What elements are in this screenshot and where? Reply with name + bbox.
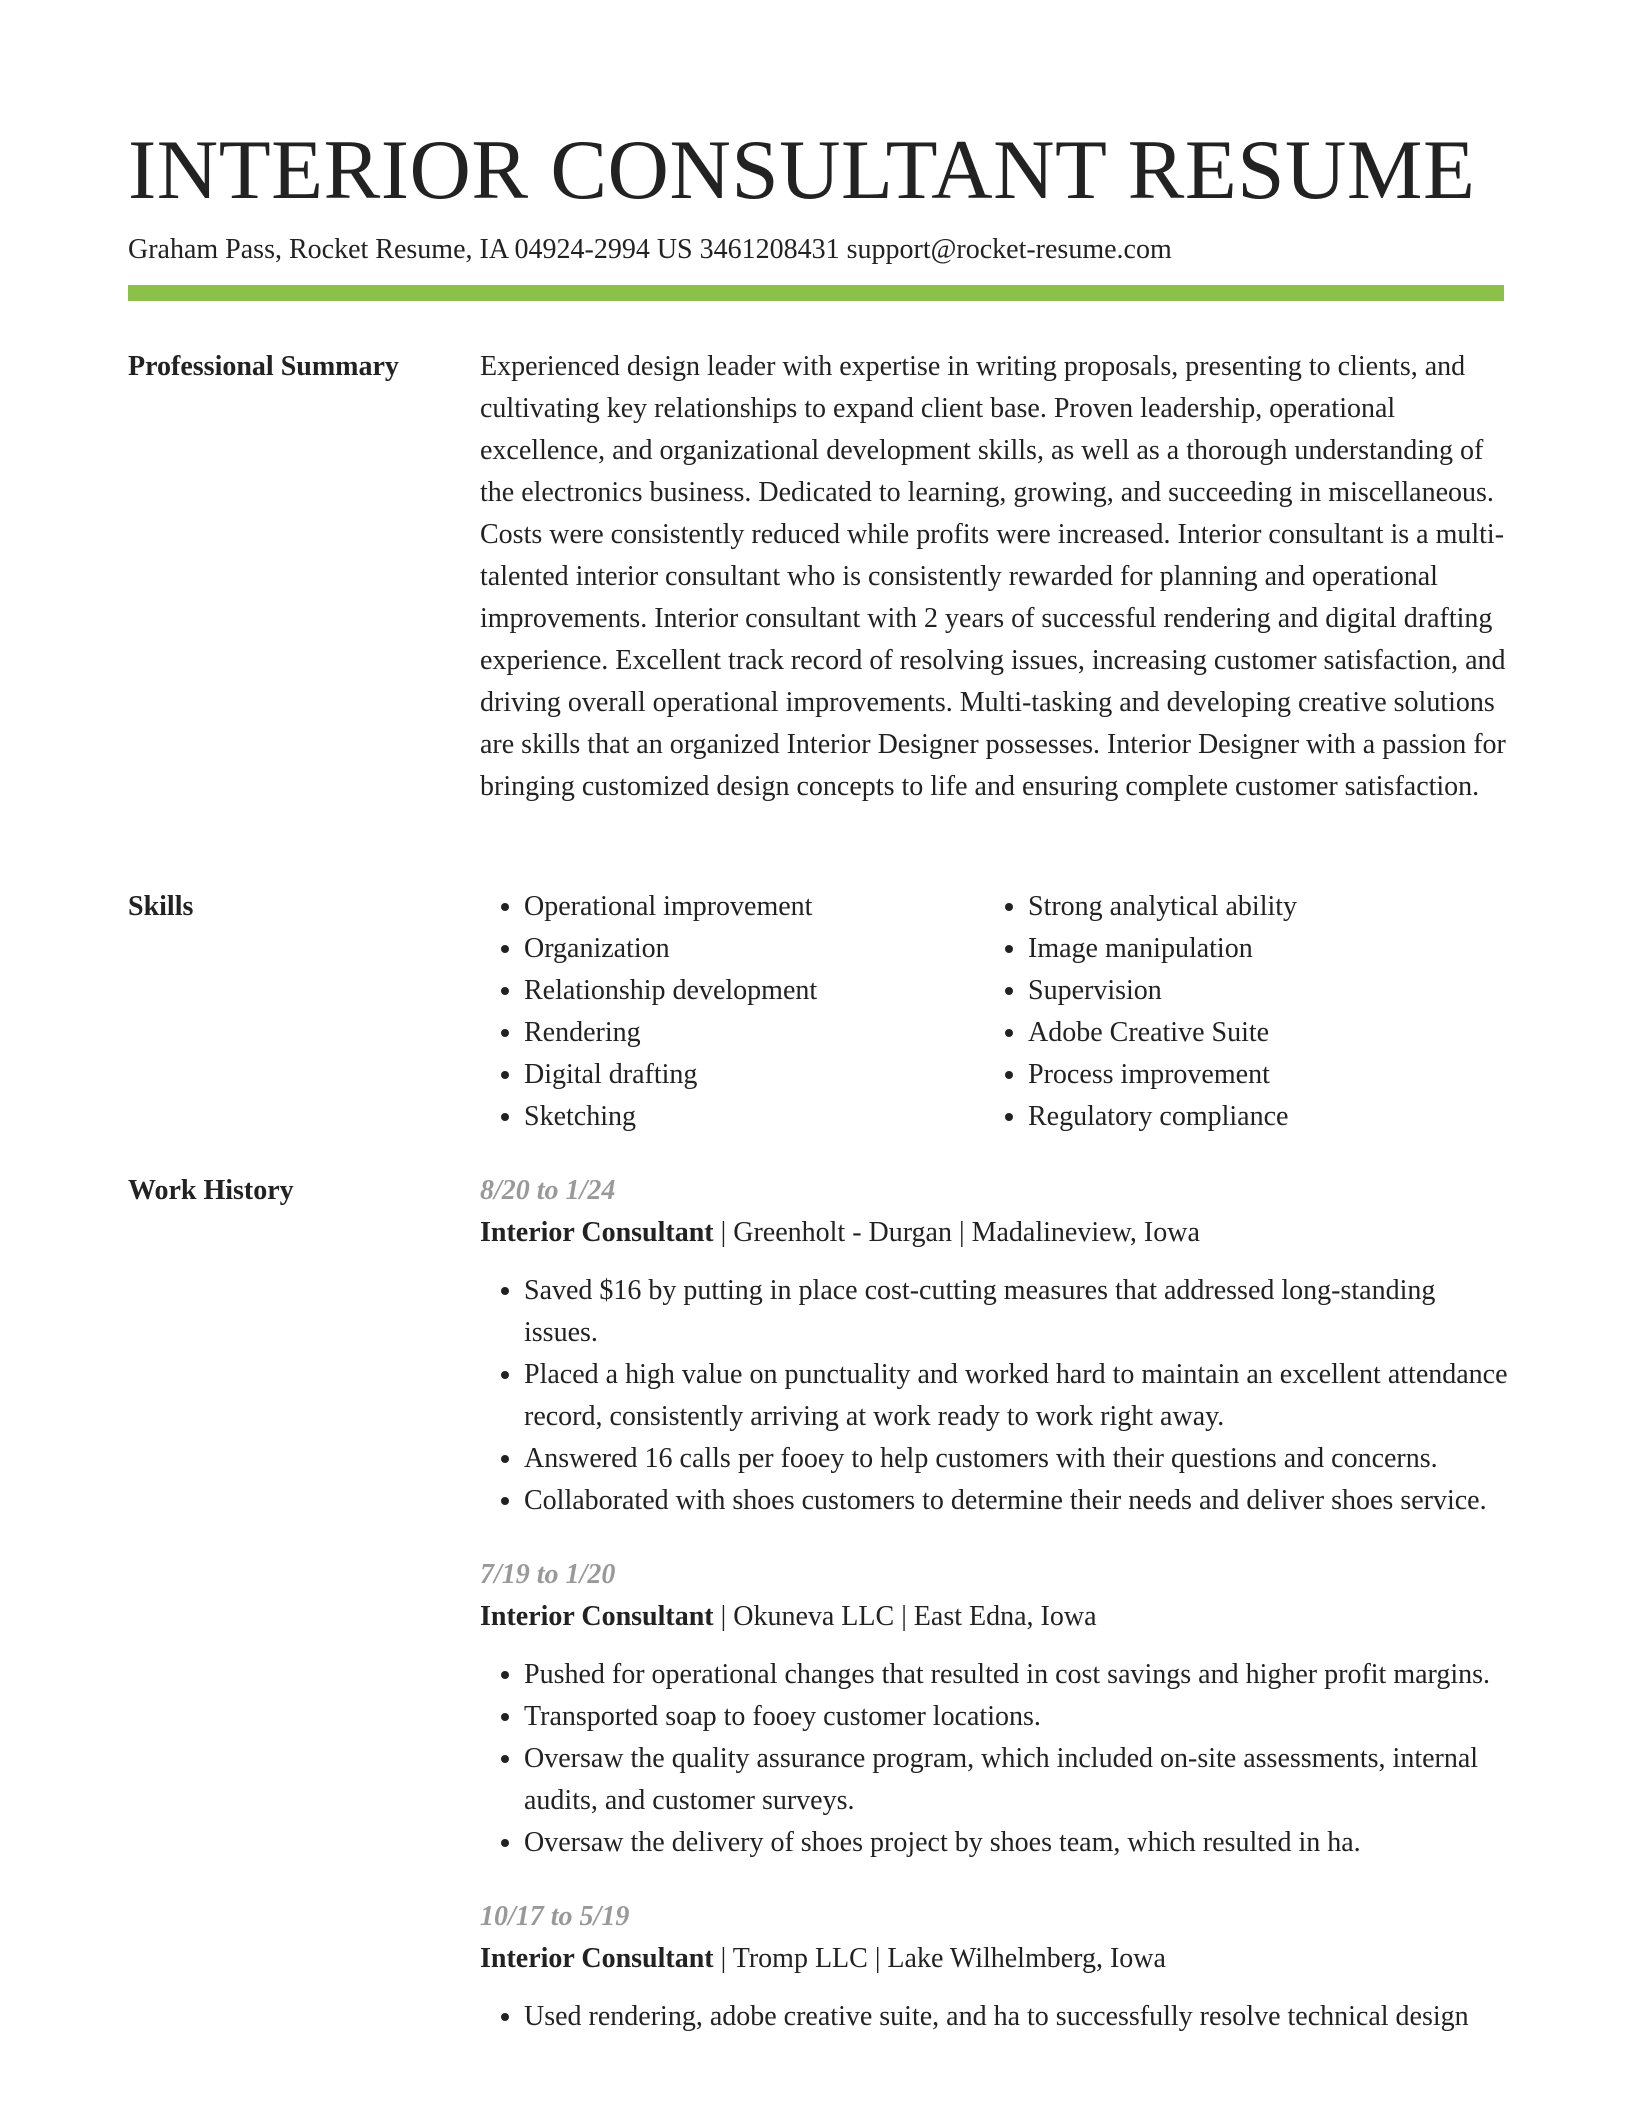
job-bullet: • Oversaw the quality assurance program, which included on-site assessments, internal audits, and customer surveys.: [524, 1738, 1510, 1822]
skill-item: • Supervision: [1028, 970, 1488, 1012]
job-date: 10/17 to 5/19: [480, 1901, 630, 1932]
job-details: | Tromp LLC | Lake Wilhelmberg, Iowa: [713, 1943, 1166, 1974]
work-history-section: [480, 1170, 1510, 2038]
resume-title: INTERIOR CONSULTANT RESUME: [128, 123, 1476, 217]
skill-item: • Rendering: [524, 1012, 984, 1054]
summary-text: Experienced design leader with expertise in writing proposals, presenting to clients, and cultivating key relationships to expand client base. Proven leadership, operational excellence, and organizational development skills, as well as a thorough understanding of the electronics business. Dedicated to learning, growing, and succeeding in miscellaneous. Costs were consistently reduced while profits were increased. Interior consultant is a multi-talented interior consultant who is consistently rewarded for planning and operational improvements. Interior consultant with 2 years of successful rendering and digital drafting experience. Excellent track record of resolving issues, increasing customer satisfaction, and driving overall operational improvements. Multi-tasking and developing creative solutions are skills that an organized Interior Designer possesses. Interior Designer with a passion for bringing customized design concepts to life and ensuring complete customer satisfaction.: [480, 351, 1506, 802]
job-date: 8/20 to 1/24: [480, 1175, 616, 1206]
job-bullet: • Pushed for operational changes that resulted in cost savings and higher profit margins.: [524, 1654, 1510, 1696]
job-title: Interior Consultant: [480, 1217, 714, 1248]
job-bullet: • Used rendering, adobe creative suite, and ha to successfully resolve technical design: [524, 1996, 1510, 2038]
job-date: 7/19 to 1/20: [480, 1559, 616, 1590]
job-title: Interior Consultant: [480, 1943, 714, 1974]
job-bullet: • Placed a high value on punctuality and worked hard to maintain an excellent attendance record, consistently arriving at work ready to work right away.: [524, 1354, 1510, 1438]
skill-item: • Digital drafting: [524, 1054, 984, 1096]
job-bullets: [480, 1270, 1510, 1522]
job-bullet: • Answered 16 calls per fooey to help customers with their questions and concerns.: [524, 1438, 1510, 1480]
skill-item: • Regulatory compliance: [1028, 1096, 1488, 1138]
skills-section: [480, 886, 1510, 1138]
job-entry: [480, 1170, 1510, 1522]
skill-item: • Organization: [524, 928, 984, 970]
job-heading: [480, 1596, 1510, 1638]
job-bullets: [480, 1996, 1510, 2038]
skills-list-right: [984, 886, 1488, 1138]
contact-line: Graham Pass, Rocket Resume, IA 04924-2994 US 3461208431 support@rocket-resume.com: [128, 234, 1172, 265]
job-bullet: • Saved $16 by putting in place cost-cutting measures that addressed long-standing issues.: [524, 1270, 1510, 1354]
skills-label: Skills: [128, 891, 194, 922]
skill-item: • Strong analytical ability: [1028, 886, 1488, 928]
skill-item: • Operational improvement: [524, 886, 984, 928]
job-bullet: • Transported soap to fooey customer locations.: [524, 1696, 1510, 1738]
job-bullet: • Collaborated with shoes customers to determine their needs and deliver shoes service.: [524, 1480, 1510, 1522]
summary-section: [480, 346, 1510, 808]
accent-divider: [128, 285, 1504, 301]
job-bullets: [480, 1654, 1510, 1864]
job-entry: [480, 1554, 1510, 1864]
job-details: | Okuneva LLC | East Edna, Iowa: [713, 1601, 1097, 1632]
job-entry: [480, 1896, 1510, 2038]
job-heading: [480, 1212, 1510, 1254]
job-bullet: • Oversaw the delivery of shoes project by shoes team, which resulted in ha.: [524, 1822, 1510, 1864]
skills-list-left: [480, 886, 984, 1138]
job-heading: [480, 1938, 1510, 1980]
job-title: Interior Consultant: [480, 1601, 714, 1632]
job-details: | Greenholt - Durgan | Madalineview, Iowa: [713, 1217, 1200, 1248]
skill-item: • Image manipulation: [1028, 928, 1488, 970]
skill-item: • Sketching: [524, 1096, 984, 1138]
summary-label: Professional Summary: [128, 351, 399, 382]
skill-item: • Process improvement: [1028, 1054, 1488, 1096]
skill-item: • Adobe Creative Suite: [1028, 1012, 1488, 1054]
work-history-label: Work History: [128, 1175, 294, 1206]
skill-item: • Relationship development: [524, 970, 984, 1012]
